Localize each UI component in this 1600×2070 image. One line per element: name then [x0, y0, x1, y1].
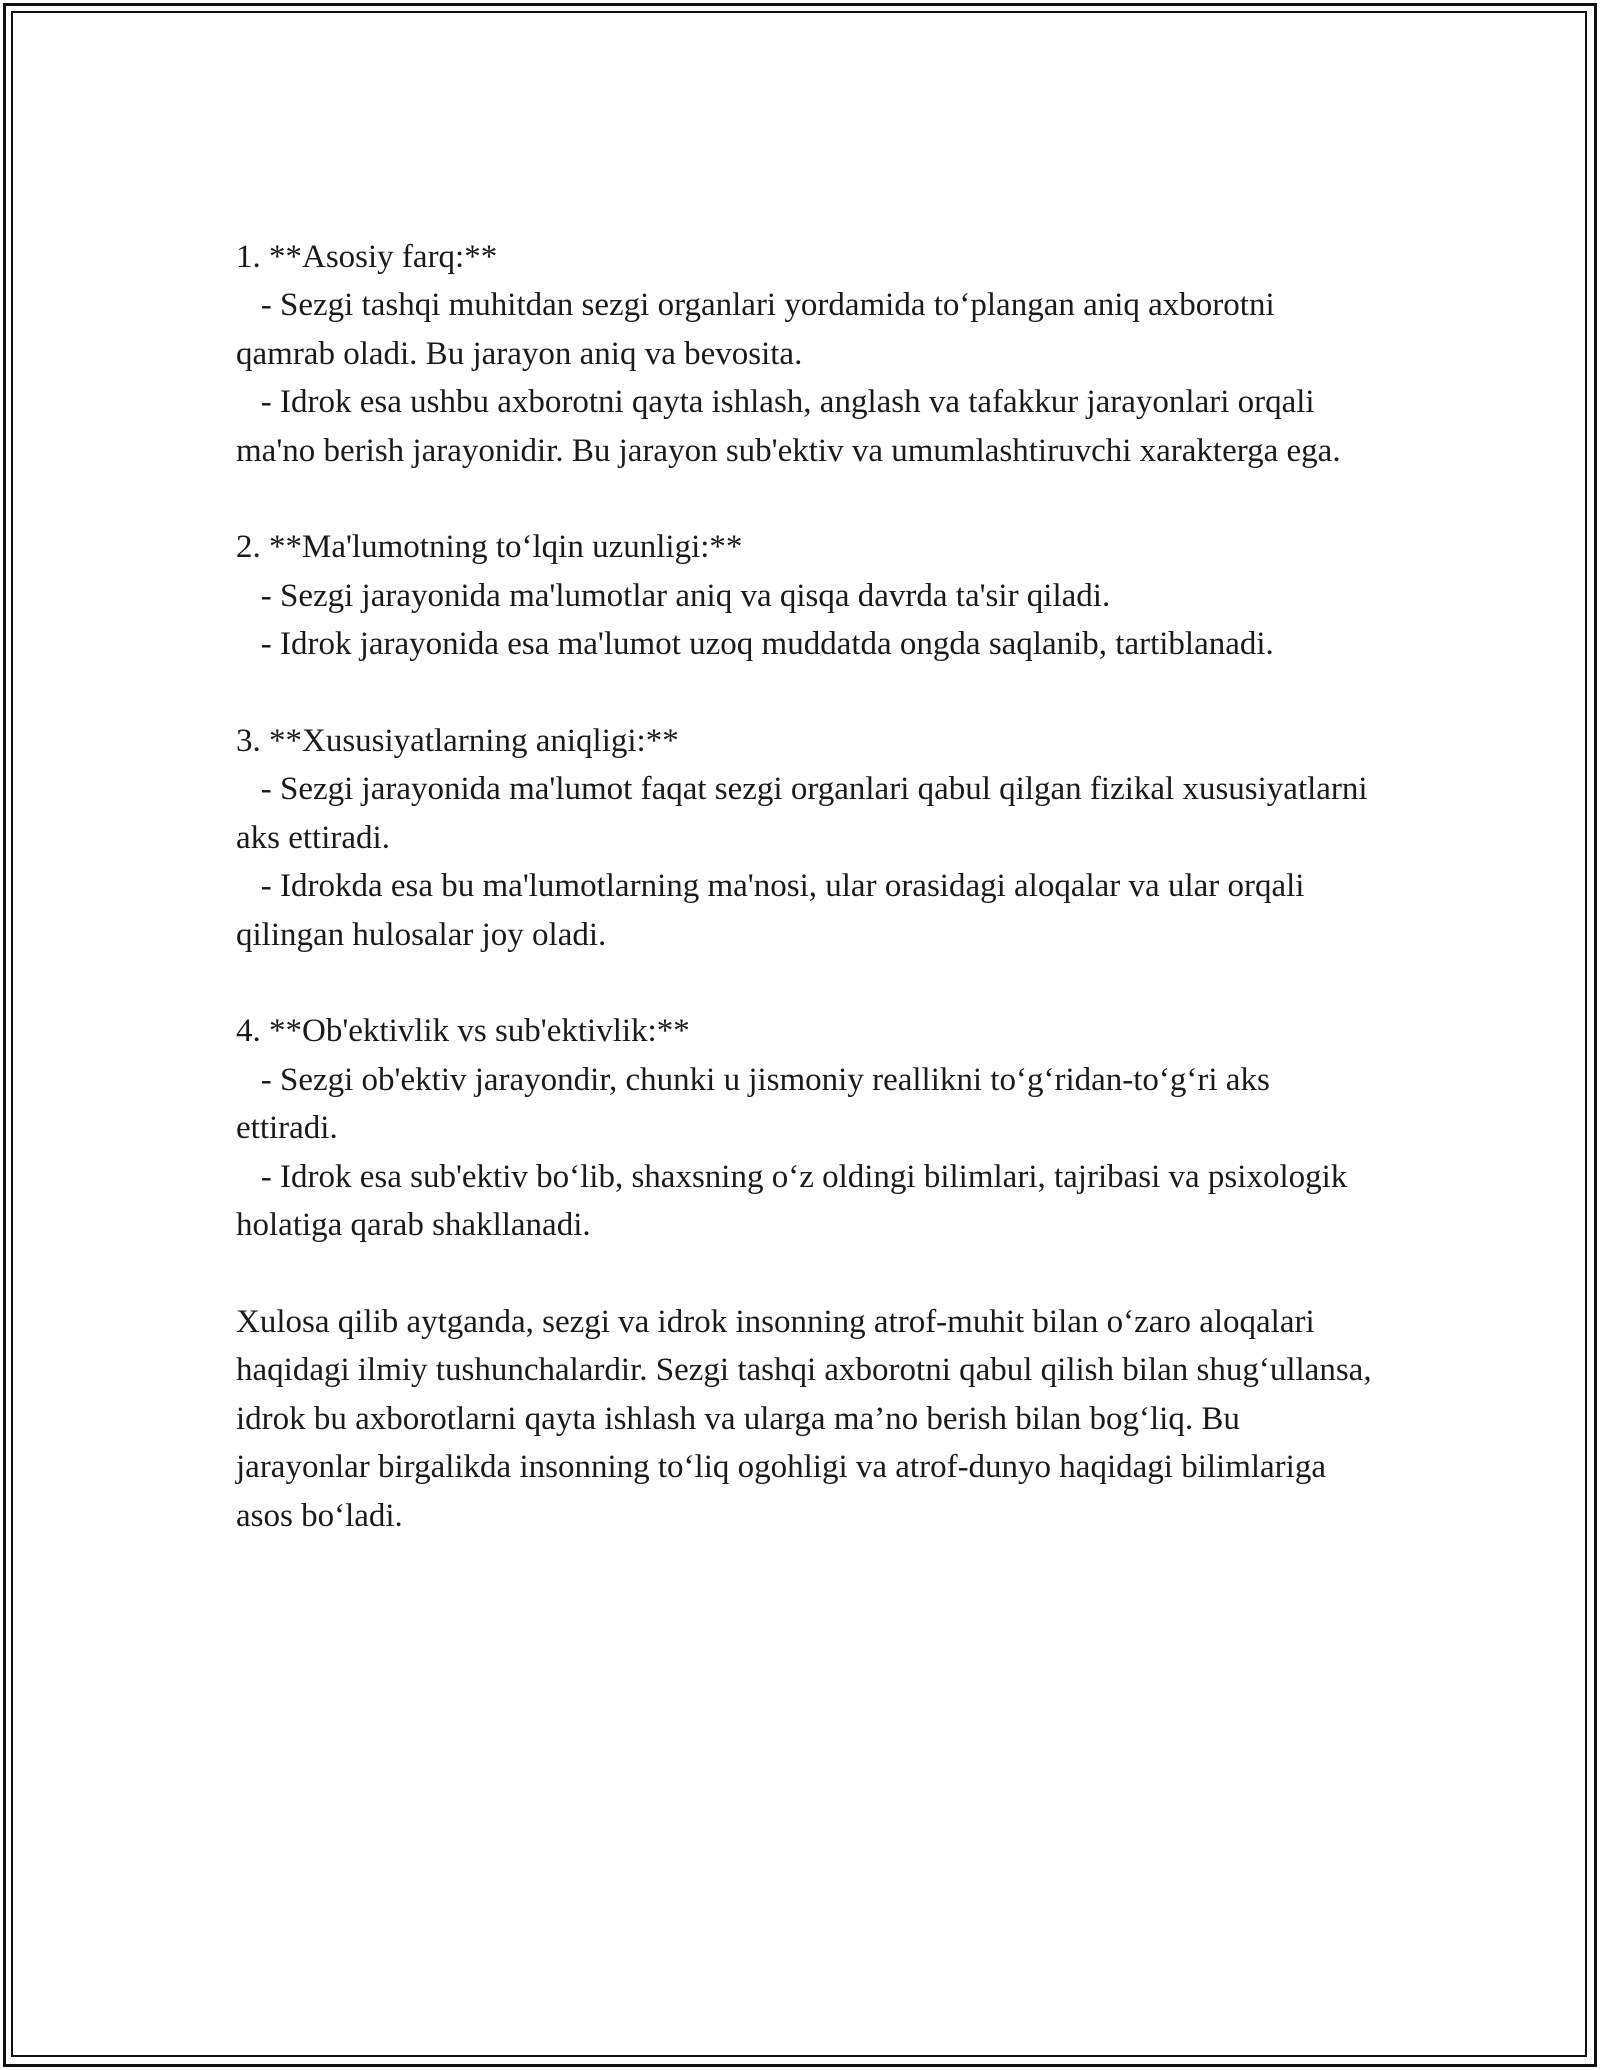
section-point: - Sezgi tashqi muhitdan sezgi organlari yordamida to‘plangan aniq axborotni qamrab oladi. Bu jarayon aniq va bevosita. [236, 287, 1283, 372]
document-body [236, 233, 1376, 1588]
conclusion-paragraph: Xulosa qilib aytganda, sezgi va idrok insonning atrof-muhit bilan o‘zaro aloqalari haqidagi ilmiy tushunchalardir. Sezgi tashqi axborotni qabul qilish bilan shug‘ullansa, idrok bu axborotlarni qayta ishlash va ularga ma’no berish bilan bog‘liq. Bu jarayonlar birgalikda insonning to‘liq ogohligi va atrof-dunyo haqidagi bilimlariga asos bo‘ladi. [236, 1303, 1372, 1534]
section-point: - Idrok jarayonida esa ma'lumot uzoq muddatda ongda saqlanib, tartiblanadi. [236, 626, 1274, 663]
section-3 [236, 717, 1376, 959]
section-heading: 1. **Asosiy farq:** [236, 239, 498, 275]
section-point: - Sezgi ob'ektiv jarayondir, chunki u jismoniy reallikni to‘g‘ridan-to‘g‘ri aks ettiradi. [236, 1061, 1279, 1147]
section-point: - Idrok esa ushbu axborotni qayta ishlash, anglash va tafakkur jarayonlari orqali ma'no berish jarayonidir. Bu jarayon sub'ektiv va umumlashtiruvchi xarakterga ega. [236, 384, 1341, 469]
section-point: - Idrokda esa bu ma'lumotlarning ma'nosi, ular orasidagi aloqalar va ular orqali qilingan hulosalar joy oladi. [236, 868, 1313, 953]
section-point: - Sezgi jarayonida ma'lumot faqat sezgi organlari qabul qilgan fizikal xususiyatlarni aks ettiradi. [236, 771, 1376, 856]
section-1 [236, 233, 1376, 475]
section-4 [236, 1007, 1376, 1249]
section-2 [236, 523, 1376, 668]
conclusion-section [236, 1298, 1376, 1540]
section-heading: 3. **Xususiyatlarning aniqligi:** [236, 723, 679, 760]
section-heading: 2. **Ma'lumotning to‘lqin uzunligi:** [236, 529, 743, 566]
section-heading: 4. **Ob'ektivlik vs sub'ektivlik:** [236, 1013, 690, 1050]
section-point: - Idrok esa sub'ektiv bo‘lib, shaxsning o‘z oldingi bilimlari, tajribasi va psixologik holatiga qarab shakllanadi. [236, 1158, 1356, 1244]
section-point: - Sezgi jarayonida ma'lumotlar aniq va qisqa davrda ta'sir qiladi. [236, 577, 1111, 614]
